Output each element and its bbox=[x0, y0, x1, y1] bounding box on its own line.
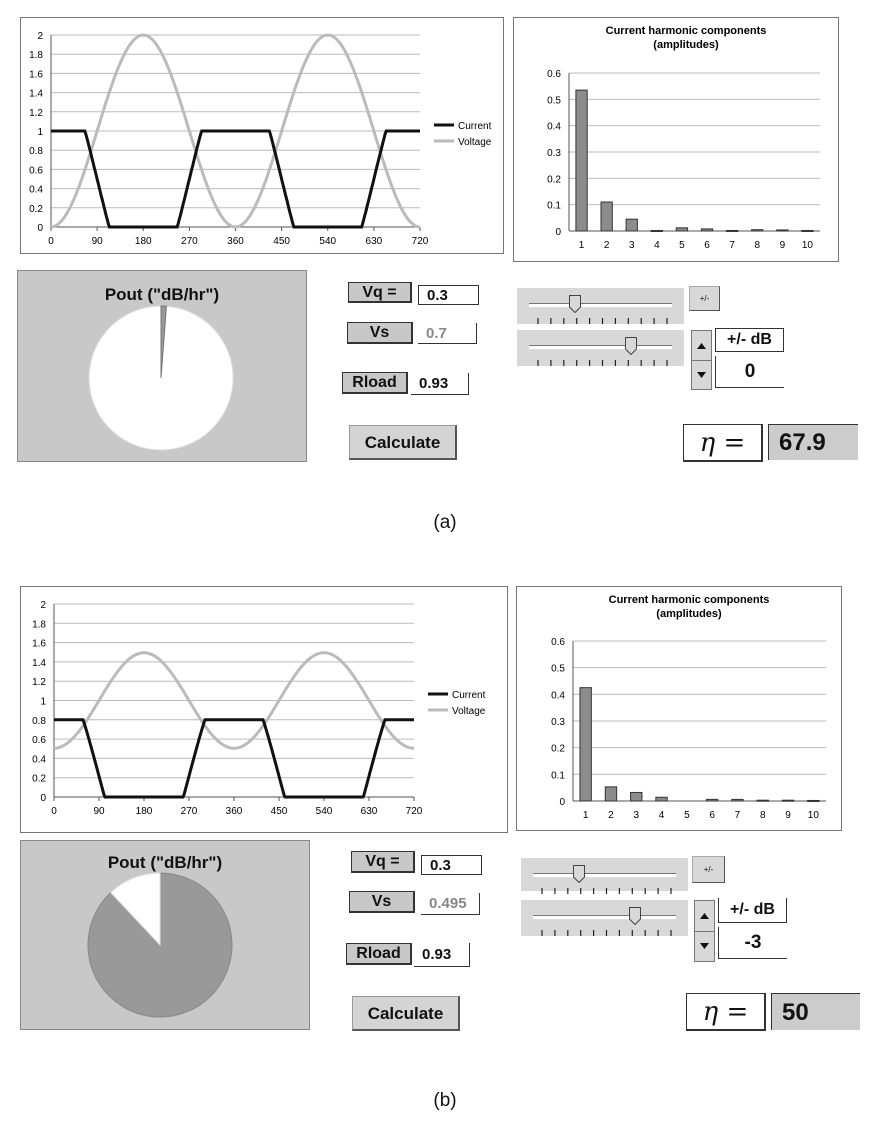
waveform-chart-svg bbox=[21, 18, 503, 253]
vq-label: Vq = bbox=[351, 851, 415, 873]
harmonic-bar bbox=[576, 90, 587, 231]
spinner-down-icon[interactable] bbox=[695, 931, 714, 961]
db-header: +/- dB bbox=[718, 898, 787, 923]
rload-label: Rload bbox=[342, 372, 408, 394]
y-tick-label: 1.6 bbox=[32, 638, 46, 650]
x-tick-label: 270 bbox=[180, 806, 198, 817]
vs-slider-ticks bbox=[541, 930, 672, 936]
harmonic-bar bbox=[656, 797, 667, 801]
vq-slider-ticks bbox=[541, 888, 672, 894]
eta-value: 67.9 bbox=[768, 424, 858, 460]
x-tick-label: 7 bbox=[729, 240, 735, 251]
y-tick-label: 0.3 bbox=[551, 717, 565, 728]
calculate-button[interactable]: Calculate bbox=[352, 996, 460, 1031]
harmonic-bar bbox=[701, 229, 712, 231]
x-tick-label: 9 bbox=[779, 240, 786, 251]
y-tick-label: 1.4 bbox=[29, 88, 43, 100]
rload-value[interactable]: 0.93 bbox=[411, 373, 469, 395]
harmonic-bar bbox=[706, 799, 717, 801]
plus-minus-button[interactable]: +/- bbox=[689, 286, 720, 311]
y-tick-label: 0.2 bbox=[32, 773, 46, 785]
y-tick-label: 0.4 bbox=[29, 184, 43, 196]
x-tick-label: 540 bbox=[315, 806, 333, 817]
legend-label: Current bbox=[458, 121, 492, 132]
harmonic-bar bbox=[802, 230, 813, 231]
harmonic-bar bbox=[757, 800, 768, 801]
y-tick-label: 0.2 bbox=[547, 174, 561, 186]
spinner-up-icon[interactable] bbox=[692, 331, 711, 361]
caption-a: (a) bbox=[433, 512, 457, 533]
x-tick-label: 10 bbox=[807, 810, 819, 821]
x-tick-label: 360 bbox=[227, 236, 244, 247]
harmonic-bar bbox=[631, 792, 642, 801]
y-tick-label: 0.5 bbox=[551, 663, 565, 675]
y-tick-label: 0.5 bbox=[547, 95, 561, 107]
db-spinner[interactable] bbox=[691, 330, 712, 390]
x-tick-label: 1 bbox=[582, 810, 589, 821]
x-tick-label: 2 bbox=[603, 240, 610, 251]
legend-label: Voltage bbox=[452, 706, 486, 717]
y-tick-label: 0.6 bbox=[547, 69, 561, 80]
vs-label: Vs bbox=[349, 891, 415, 913]
vq-slider-track bbox=[533, 873, 676, 878]
y-tick-label: 0.3 bbox=[547, 148, 561, 159]
x-tick-label: 90 bbox=[91, 236, 103, 247]
rload-value[interactable]: 0.93 bbox=[414, 943, 470, 967]
vq-slider[interactable] bbox=[517, 288, 684, 324]
y-tick-label: 0 bbox=[37, 223, 43, 234]
x-tick-label: 450 bbox=[273, 236, 290, 247]
harmonic-chart-svg bbox=[514, 18, 838, 261]
harmonic-bar bbox=[808, 800, 819, 801]
harmonic-bar bbox=[732, 799, 743, 801]
vs-value[interactable]: 0.495 bbox=[421, 893, 480, 915]
x-tick-label: 180 bbox=[134, 236, 152, 247]
vs-slider-track bbox=[529, 345, 672, 350]
x-tick-label: 4 bbox=[654, 240, 660, 251]
y-tick-label: 1 bbox=[37, 127, 43, 138]
vs-label: Vs bbox=[347, 322, 413, 344]
y-tick-label: 0 bbox=[559, 797, 565, 808]
y-tick-label: 0.1 bbox=[547, 200, 561, 212]
y-tick-label: 0.6 bbox=[551, 637, 565, 648]
y-tick-label: 1.2 bbox=[29, 107, 43, 119]
y-tick-label: 0 bbox=[40, 793, 46, 804]
harmonic-chart bbox=[513, 17, 839, 262]
chart-subtitle: (amplitudes) bbox=[653, 39, 719, 51]
x-tick-label: 180 bbox=[135, 806, 153, 817]
vq-slider[interactable] bbox=[521, 858, 688, 891]
spinner-down-icon[interactable] bbox=[692, 360, 711, 389]
vq-value[interactable]: 0.3 bbox=[421, 855, 482, 875]
vs-slider[interactable] bbox=[521, 900, 688, 936]
x-tick-label: 720 bbox=[405, 806, 423, 817]
pie-title: Pout ("dB/hr") bbox=[104, 285, 220, 304]
y-tick-label: 0.1 bbox=[551, 770, 565, 782]
chart-title: Current harmonic components bbox=[608, 594, 770, 606]
y-tick-label: 0.6 bbox=[29, 165, 43, 177]
waveform-chart-svg bbox=[21, 587, 507, 832]
x-tick-label: 450 bbox=[270, 806, 288, 817]
harmonic-bar bbox=[727, 230, 738, 231]
chart-subtitle: (amplitudes) bbox=[656, 608, 722, 620]
x-tick-label: 90 bbox=[93, 806, 105, 817]
x-tick-label: 3 bbox=[633, 810, 640, 821]
pout-pie-panel bbox=[17, 270, 307, 462]
harmonic-bar bbox=[580, 688, 591, 801]
x-tick-label: 7 bbox=[734, 810, 741, 821]
x-tick-label: 360 bbox=[225, 806, 243, 817]
waveform-chart bbox=[20, 586, 508, 833]
x-tick-label: 630 bbox=[360, 806, 378, 817]
x-tick-label: 540 bbox=[319, 236, 337, 247]
x-tick-label: 8 bbox=[759, 810, 766, 821]
x-tick-label: 9 bbox=[785, 810, 791, 821]
harmonic-bar bbox=[651, 230, 662, 231]
vq-slider-ticks bbox=[537, 318, 668, 324]
x-tick-label: 5 bbox=[679, 240, 685, 251]
vs-slider[interactable] bbox=[517, 330, 684, 366]
harmonic-chart-svg bbox=[517, 587, 841, 830]
x-tick-label: 10 bbox=[801, 240, 814, 251]
vs-slider-thumb[interactable] bbox=[625, 337, 637, 355]
db-value[interactable]: 0 bbox=[715, 356, 784, 388]
x-tick-label: 1 bbox=[578, 240, 585, 251]
eta-label: η = bbox=[686, 993, 766, 1031]
x-tick-label: 2 bbox=[608, 810, 614, 821]
y-tick-label: 1.8 bbox=[32, 619, 46, 631]
harmonic-bar bbox=[777, 230, 788, 231]
y-tick-label: 0.6 bbox=[32, 735, 46, 747]
y-tick-label: 1 bbox=[40, 696, 46, 708]
y-tick-label: 0.4 bbox=[32, 754, 46, 766]
x-tick-label: 5 bbox=[684, 810, 690, 821]
vq-value[interactable]: 0.3 bbox=[418, 285, 479, 305]
eta-value: 50 bbox=[771, 993, 860, 1030]
y-tick-label: 1.6 bbox=[29, 69, 43, 81]
vq-slider-thumb[interactable] bbox=[569, 295, 581, 313]
pout-pie-panel bbox=[20, 840, 310, 1030]
eta-label: η = bbox=[683, 424, 763, 462]
current-series bbox=[51, 131, 420, 227]
harmonic-bar bbox=[605, 787, 616, 801]
y-tick-label: 0.2 bbox=[551, 743, 565, 755]
chart-title: Current harmonic components bbox=[605, 25, 767, 37]
y-tick-label: 0.8 bbox=[32, 715, 46, 727]
calculate-button[interactable]: Calculate bbox=[349, 425, 457, 460]
y-tick-label: 2 bbox=[37, 31, 43, 42]
db-header: +/- dB bbox=[715, 328, 784, 352]
harmonic-bar bbox=[626, 219, 637, 231]
harmonic-bar bbox=[676, 228, 687, 231]
db-value[interactable]: -3 bbox=[718, 927, 787, 959]
y-tick-label: 0.4 bbox=[551, 690, 565, 702]
vs-slider-track bbox=[533, 915, 676, 920]
x-tick-label: 6 bbox=[709, 810, 715, 821]
y-tick-label: 0.8 bbox=[29, 146, 43, 158]
y-tick-label: 1.2 bbox=[32, 677, 46, 689]
x-tick-label: 6 bbox=[704, 240, 710, 251]
x-tick-label: 720 bbox=[411, 236, 429, 247]
pout-pie-svg bbox=[21, 841, 309, 1029]
vs-slider-ticks bbox=[537, 360, 668, 366]
y-tick-label: 1.8 bbox=[29, 50, 43, 62]
y-tick-label: 1.4 bbox=[32, 657, 46, 669]
waveform-chart bbox=[20, 17, 504, 254]
plus-minus-button[interactable]: +/- bbox=[692, 856, 725, 883]
db-spinner[interactable] bbox=[694, 900, 715, 962]
x-tick-label: 630 bbox=[365, 236, 383, 247]
legend-label: Voltage bbox=[458, 137, 492, 148]
rload-label: Rload bbox=[346, 943, 412, 965]
x-tick-label: 0 bbox=[48, 236, 54, 247]
vq-slider-track bbox=[529, 303, 672, 308]
y-tick-label: 0.2 bbox=[29, 203, 43, 215]
pout-pie-svg bbox=[18, 271, 306, 461]
y-tick-label: 0.4 bbox=[547, 121, 561, 133]
legend-label: Current bbox=[452, 690, 486, 701]
vs-slider-thumb[interactable] bbox=[629, 907, 641, 925]
x-tick-label: 4 bbox=[658, 810, 665, 821]
spinner-up-icon[interactable] bbox=[695, 901, 714, 932]
x-tick-label: 8 bbox=[754, 240, 761, 251]
harmonic-bar bbox=[752, 230, 763, 231]
x-tick-label: 270 bbox=[181, 236, 198, 247]
x-tick-label: 3 bbox=[628, 240, 635, 251]
x-tick-label: 0 bbox=[51, 806, 57, 817]
vq-slider-thumb[interactable] bbox=[573, 865, 585, 883]
vq-label: Vq = bbox=[348, 282, 412, 303]
vs-value[interactable]: 0.7 bbox=[418, 323, 477, 344]
harmonic-chart bbox=[516, 586, 842, 831]
y-tick-label: 2 bbox=[40, 600, 46, 611]
pie-title: Pout ("dB/hr") bbox=[107, 853, 223, 872]
y-tick-label: 0 bbox=[555, 227, 561, 238]
harmonic-bar bbox=[782, 800, 793, 801]
harmonic-bar bbox=[601, 202, 612, 231]
caption-b: (b) bbox=[433, 1090, 457, 1111]
